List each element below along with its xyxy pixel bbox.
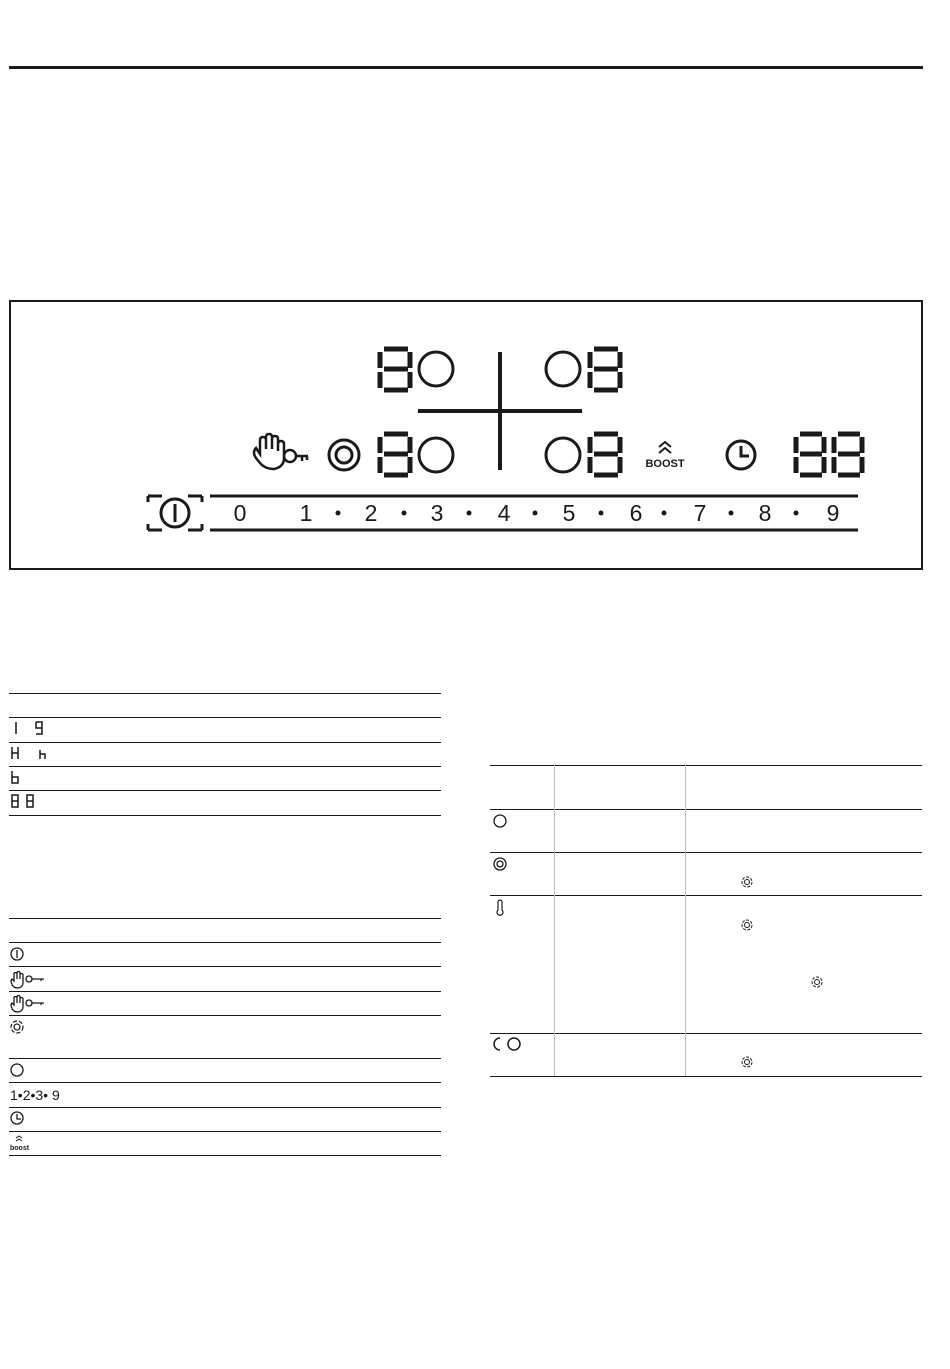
zone-ring-icon-bottom-right bbox=[546, 438, 580, 472]
table2-symbols bbox=[0, 940, 120, 1155]
boost-icon-small bbox=[16, 1136, 22, 1141]
display-h-icon bbox=[12, 747, 45, 759]
control-panel-graphic bbox=[0, 0, 950, 600]
power-icon bbox=[148, 496, 202, 530]
zone-ring-icon-top-right bbox=[546, 352, 580, 386]
double-ring-ref-icon-1 bbox=[742, 877, 752, 887]
power-icon-small bbox=[11, 948, 23, 960]
zone-ring-icon-top-left bbox=[419, 352, 453, 386]
scale-number-1: 1 bbox=[299, 500, 313, 526]
hand-key-icon-small-2 bbox=[11, 996, 44, 1013]
scale-number-4: 4 bbox=[497, 500, 511, 526]
clock-icon bbox=[727, 441, 755, 469]
extended-zone-icon bbox=[494, 1038, 520, 1050]
scale-number-3: 3 bbox=[430, 500, 444, 526]
table2-rule-0 bbox=[9, 918, 441, 919]
clock-icon-small bbox=[11, 1112, 23, 1124]
seg-display-timer-1 bbox=[796, 434, 824, 475]
double-ring-icon-table bbox=[494, 858, 506, 870]
control-scale-text: 1•2•3• 9 bbox=[10, 1087, 60, 1103]
seg-display-top-left bbox=[380, 349, 410, 390]
double-ring-icon-small bbox=[11, 1021, 23, 1033]
hand-key-icon-small-1 bbox=[11, 972, 44, 989]
boost-chevron-icon bbox=[659, 442, 671, 453]
scale-number-7: 7 bbox=[693, 500, 707, 526]
table2-rule-9 bbox=[9, 1155, 441, 1156]
scale-number-2: 2 bbox=[364, 500, 378, 526]
scale-number-9: 9 bbox=[826, 500, 840, 526]
display-1-9-icon bbox=[16, 722, 42, 734]
ring-icon-small bbox=[11, 1064, 23, 1076]
double-ring-ref-icon-4 bbox=[742, 1057, 752, 1067]
seg-display-timer-2 bbox=[834, 434, 862, 475]
double-ring-ref-icon-3 bbox=[812, 977, 822, 987]
display-b-icon bbox=[12, 771, 18, 783]
table3-symbols bbox=[480, 800, 840, 1080]
scale-number-0: 0 bbox=[233, 500, 247, 526]
table1-symbols bbox=[0, 680, 80, 820]
boost-label: BOOST bbox=[645, 458, 685, 470]
single-ring-icon bbox=[494, 815, 506, 827]
seg-display-top-right bbox=[590, 349, 620, 390]
seg-display-bottom-left bbox=[380, 434, 410, 475]
double-ring-ref-icon-2 bbox=[742, 920, 752, 930]
thermometer-icon bbox=[497, 900, 503, 915]
scale-number-6: 6 bbox=[629, 500, 643, 526]
scale-number-8: 8 bbox=[758, 500, 772, 526]
zone-ring-icon-bottom-left bbox=[419, 438, 453, 472]
seg-display-bottom-right bbox=[590, 434, 620, 475]
hand-key-icon bbox=[254, 434, 308, 469]
double-ring-icon bbox=[329, 440, 359, 470]
display-88-icon bbox=[12, 795, 33, 807]
boost-small-label: boost bbox=[10, 1145, 30, 1152]
scale-number-5: 5 bbox=[562, 500, 576, 526]
